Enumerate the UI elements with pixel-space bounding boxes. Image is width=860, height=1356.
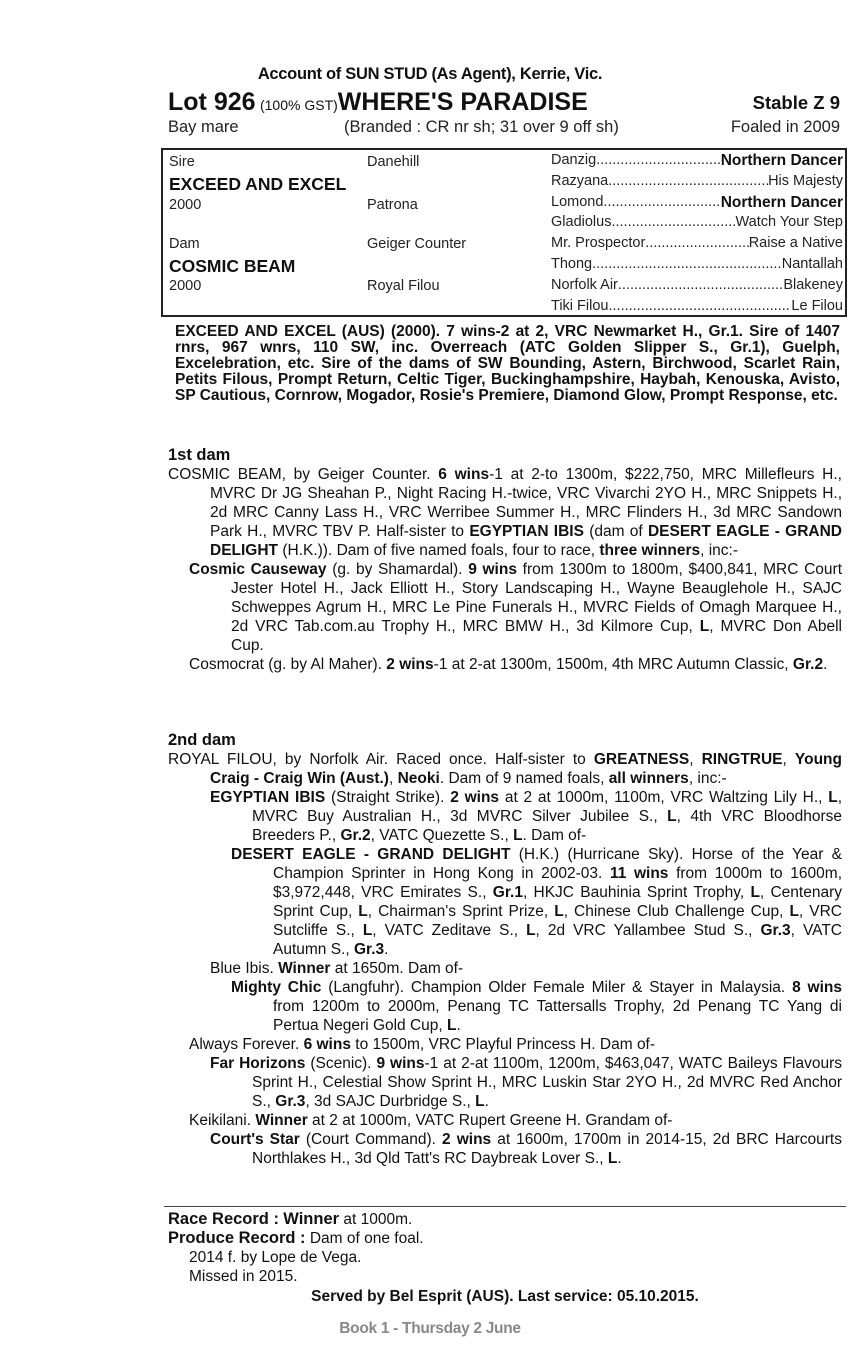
- sire-sire: Danehill: [367, 154, 420, 170]
- gen4-ancestor: Blakeney: [783, 276, 843, 293]
- leader-dots: [645, 235, 748, 251]
- second-dam-text: ROYAL FILOU, by Norfolk Air. Raced once. Half-sister to GREATNESS, RINGTRUE, Young Craig - Craig Win (Aust.), Neoki. Dam of 9 named foals, all winners, inc:-: [168, 751, 842, 787]
- sire-dam: Patrona: [367, 197, 418, 213]
- served-note: Served by Bel Esprit (AUS). Last service: 05.10.2015.: [311, 1288, 699, 1305]
- progeny-entry: Blue Ibis. Winner at 1650m. Dam of-: [210, 960, 464, 977]
- leader-dots: [603, 194, 720, 212]
- gen3-ancestor: Norfolk Air: [551, 276, 618, 293]
- progeny-entry: EGYPTIAN IBIS (Straight Strike). 2 wins at 2 at 1000m, 1100m, VRC Waltzing Lily H., L, MVRC Buy Australian H., 3d MVRC Silver Jubilee S., L, 4th VRC Bloodhorse Breeders P., Gr.2, VATC Quezette S., L. Dam of-: [210, 789, 843, 844]
- pedigree-table: [161, 148, 847, 317]
- dam-sire: Geiger Counter: [367, 236, 467, 252]
- progeny-entry: Keikilani. Winner at 2 at 1000m, VATC Rupert Greene H. Grandam of-: [189, 1112, 673, 1129]
- stable-label: Stable Z 9: [752, 92, 840, 113]
- produce-record: [168, 1229, 842, 1248]
- progeny-entry: Far Horizons (Scenic). 9 wins-1 at 2-at 1100m, 1200m, $463,047, WATC Baileys Flavours Sprint H., Celestial Show Sprint H., MRC Luskin Star 2YO H., 2d MVRC Red Anchor S., Gr.3, 3d SAJC Durbridge S., L.: [210, 1055, 843, 1110]
- pedigree-gen3-row: [551, 152, 843, 170]
- lot-number: Lot 926: [168, 88, 256, 116]
- records-section: [168, 1210, 842, 1306]
- brand-note: (Branded : CR nr sh; 31 over 9 off sh): [344, 118, 619, 136]
- second-dam-heading: 2nd dam: [168, 731, 236, 749]
- race-record: [168, 1210, 842, 1229]
- foaled-year: Foaled in 2009: [730, 118, 840, 136]
- dam-year: 2000: [169, 278, 202, 294]
- pedigree-gen3-row: [551, 194, 843, 212]
- pedigree-gen3-row: [551, 173, 843, 189]
- dam-label: Dam: [169, 236, 200, 252]
- gen3-ancestor: Thong: [551, 256, 593, 272]
- foal-2014: 2014 f. by Lope de Vega.: [189, 1249, 362, 1266]
- horse-sex: Bay mare: [168, 118, 239, 136]
- gen4-ancestor: Nantallah: [781, 256, 843, 272]
- horse-name: WHERE'S PARADISE: [337, 88, 588, 116]
- gen3-ancestor: Danzig: [551, 152, 597, 168]
- gen4-ancestor: His Majesty: [768, 172, 843, 189]
- pedigree-gen3-row: [551, 298, 843, 314]
- progeny-entry: Cosmic Causeway (g. by Shamardal). 9 wins from 1300m to 1800m, $400,841, MRC Court Jester Hotel H., Jack Elliott H., Story Landscaping H., Wayne Beauglehole H., SAJC Schweppes Agrum H., MRC Le Pine Funerals H., MVRC Fields of Omagh Marquee H., 2d VRC Tab.com.au Trophy H., MRC BMW H., 3d Kilmore Cup, L, MVRC Don Abell Cup.: [189, 561, 843, 654]
- leader-dots: [608, 298, 791, 314]
- produce-record-label: Produce Record :: [168, 1229, 306, 1247]
- gst-note: (100% GST): [259, 97, 338, 113]
- produce-record-value: Dam of one foal.: [305, 1230, 424, 1247]
- second-dam-progeny: [168, 788, 842, 1168]
- second-dam-section: [168, 731, 842, 1168]
- progeny-entry: Cosmocrat (g. by Al Maher). 2 wins-1 at 2-at 1300m, 1500m, 4th MRC Autumn Classic, Gr.2.: [189, 656, 828, 673]
- sire-label: Sire: [169, 154, 195, 170]
- leader-dots: [608, 173, 768, 189]
- first-dam-section: [168, 446, 842, 674]
- gen3-ancestor: Gladiolus: [551, 214, 612, 231]
- sire-name: EXCEED AND EXCEL: [169, 174, 347, 194]
- book-footer: Book 1 - Thursday 2 June: [339, 1320, 521, 1337]
- gen4-ancestor: Raise a Native: [748, 235, 843, 252]
- divider: [164, 1206, 846, 1207]
- race-record-value: Winner: [283, 1210, 340, 1228]
- gen4-ancestor: Watch Your Step: [735, 214, 843, 231]
- gen3-ancestor: Razyana: [551, 172, 609, 189]
- gen3-ancestor: Lomond: [551, 193, 604, 210]
- gen4-ancestor: Northern Dancer: [720, 152, 843, 169]
- dam-name: COSMIC BEAM: [169, 256, 296, 276]
- leader-dots: [596, 152, 721, 170]
- progeny-entry: Mighty Chic (Langfuhr). Champion Older Female Miler & Stayer in Malaysia. 8 wins from 1200m to 2000m, Penang TC Tattersalls Trophy, 2d Penang TC Yang di Pertua Negeri Gold Cup, L.: [231, 979, 842, 1034]
- lot-heading: [168, 88, 840, 116]
- leader-dots: [618, 277, 783, 293]
- sire-year: 2000: [169, 197, 202, 213]
- pedigree-gen3-row: [551, 277, 843, 293]
- gen4-ancestor: Le Filou: [791, 297, 843, 314]
- sire-summary: EXCEED AND EXCEL (AUS) (2000). 7 wins-2 at 2, VRC Newmarket H., Gr.1. Sire of 1407 rnrs, 967 wnrs, 110 SW, inc. Overreach (ATC Golden Slipper S., Gr.1), Guelph, Excelebration, etc. Sire of the dams of SW Bounding, Astern, Birchwood, Scarlet Rain, Petits Filous, Prompt Return, Celtic Tiger, Buckinghampshire, Haybah, Kenouska, Avisto, SP Cautious, Cornrow, Mogador, Rosie's Premiere, Diamond Glow, Prompt Response, etc.: [175, 323, 840, 404]
- progeny-entry: Always Forever. 6 wins to 1500m, VRC Playful Princess H. Dam of-: [189, 1036, 656, 1053]
- gen3-ancestor: Tiki Filou: [551, 297, 609, 314]
- dam-dam: Royal Filou: [367, 278, 440, 294]
- missed-note: Missed in 2015.: [189, 1268, 298, 1285]
- leader-dots: [611, 214, 735, 230]
- progeny-entry: DESERT EAGLE - GRAND DELIGHT (H.K.) (Hurricane Sky). Horse of the Year & Champion Sprinter in Hong Kong in 2002-03. 11 wins from 1000m to 1600m, $3,972,448, VRC Emirates S., Gr.1, HKJC Bauhinia Sprint Trophy, L, Centenary Sprint Cup, L, Chairman's Sprint Prize, L, Chinese Club Challenge Cup, L, VRC Sutcliffe S., L, VATC Zeditave S., L, 2d VRC Yallambee Stud S., Gr.3, VATC Autumn S., Gr.3.: [231, 846, 843, 958]
- first-dam-progeny: [168, 560, 842, 674]
- first-dam-heading: 1st dam: [168, 446, 231, 464]
- pedigree-gen3-row: [551, 256, 843, 272]
- gen3-ancestor: Mr. Prospector: [551, 235, 646, 252]
- race-record-detail: at 1000m.: [339, 1211, 413, 1228]
- account-line: Account of SUN STUD (As Agent), Kerrie, Vic.: [257, 65, 603, 83]
- leader-dots: [592, 256, 782, 272]
- pedigree-gen3-row: [551, 235, 843, 251]
- first-dam-text: COSMIC BEAM, by Geiger Counter. 6 wins-1 at 2-to 1300m, $222,750, MRC Millefleurs H., MVRC Dr JG Sheahan P., Night Racing H.-twice, VRC Vivarchi 2YO H., MRC Snippets H., 2d MRC Canny Lass H., VRC Werribee Summer H., MRC Flinders H., 3d MRC Sandown Park H., MVRC TBV P. Half-sister to EGYPTIAN IBIS (dam of DESERT EAGLE - GRAND DELIGHT (H.K.)). Dam of five named foals, four to race, three winners, inc:-: [168, 466, 842, 559]
- gen4-ancestor: Northern Dancer: [720, 193, 843, 211]
- pedigree-gen3-row: [551, 214, 843, 230]
- race-record-label: Race Record :: [168, 1210, 279, 1228]
- progeny-entry: Court's Star (Court Command). 2 wins at 1600m, 1700m in 2014-15, 2d BRC Harcourts Northlakes H., 3d Qld Tatt's RC Daybreak Lover S., L.: [210, 1131, 842, 1167]
